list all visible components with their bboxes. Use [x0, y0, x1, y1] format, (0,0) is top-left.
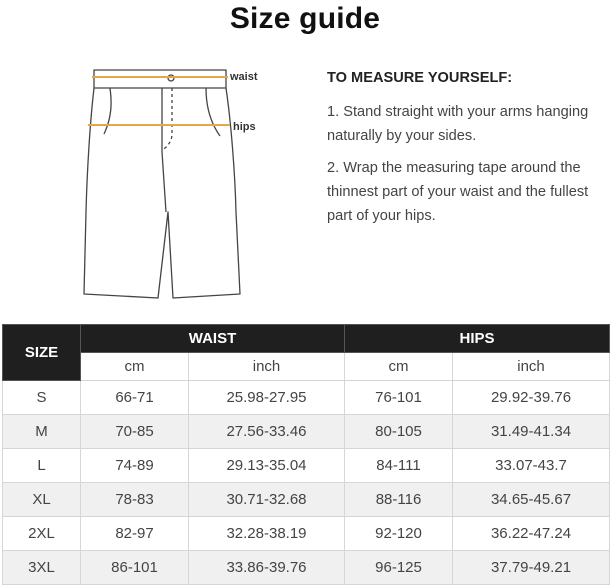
- measure-instructions: [327, 66, 602, 236]
- table-cell: 70-85: [81, 415, 189, 449]
- table-cell: 31.49-41.34: [453, 415, 610, 449]
- table-cell: 37.79-49.21: [453, 551, 610, 585]
- table-cell: 32.28-38.19: [189, 517, 345, 551]
- unit-header: cm: [81, 353, 189, 381]
- hips-group-header: HIPS: [345, 325, 610, 353]
- size-cell: 2XL: [3, 517, 81, 551]
- instruction-step: 2. Wrap the measuring tape around the thinnest part of your waist and the fullest part of your hips.: [327, 160, 589, 224]
- table-row: [3, 381, 610, 415]
- table-cell: 33.86-39.76: [189, 551, 345, 585]
- table-cell: 74-89: [81, 449, 189, 483]
- table-cell: 82-97: [81, 517, 189, 551]
- size-table: [2, 324, 610, 585]
- unit-header: inch: [453, 353, 610, 381]
- hips-label: hips: [233, 121, 256, 133]
- waist-label: waist: [230, 71, 258, 83]
- table-cell: 84-111: [345, 449, 453, 483]
- table-cell: 29.92-39.76: [453, 381, 610, 415]
- table-row: [3, 449, 610, 483]
- size-cell: L: [3, 449, 81, 483]
- table-cell: 27.56-33.46: [189, 415, 345, 449]
- table-row: [3, 551, 610, 585]
- size-cell: S: [3, 381, 81, 415]
- table-cell: 96-125: [345, 551, 453, 585]
- table-cell: 33.07-43.7: [453, 449, 610, 483]
- waist-group-header: WAIST: [81, 325, 345, 353]
- table-cell: 92-120: [345, 517, 453, 551]
- table-cell: 86-101: [81, 551, 189, 585]
- table-cell: 78-83: [81, 483, 189, 517]
- table-cell: 34.65-45.67: [453, 483, 610, 517]
- unit-header: inch: [189, 353, 345, 381]
- table-cell: 76-101: [345, 381, 453, 415]
- instructions-heading: TO MEASURE YOURSELF:: [327, 70, 513, 86]
- unit-header: cm: [345, 353, 453, 381]
- table-cell: 66-71: [81, 381, 189, 415]
- table-cell: 25.98-27.95: [189, 381, 345, 415]
- shorts-diagram: [78, 62, 278, 304]
- instruction-step: 1. Stand straight with your arms hanging naturally by your sides.: [327, 104, 589, 144]
- page-title: Size guide: [229, 2, 381, 35]
- table-cell: 36.22-47.24: [453, 517, 610, 551]
- table-cell: 30.71-32.68: [189, 483, 345, 517]
- table-row: [3, 415, 610, 449]
- table-row: [3, 517, 610, 551]
- table-row: [3, 483, 610, 517]
- size-cell: M: [3, 415, 81, 449]
- table-cell: 80-105: [345, 415, 453, 449]
- size-cell: XL: [3, 483, 81, 517]
- size-cell: 3XL: [3, 551, 81, 585]
- table-cell: 88-116: [345, 483, 453, 517]
- size-column-header: SIZE: [3, 325, 81, 381]
- table-cell: 29.13-35.04: [189, 449, 345, 483]
